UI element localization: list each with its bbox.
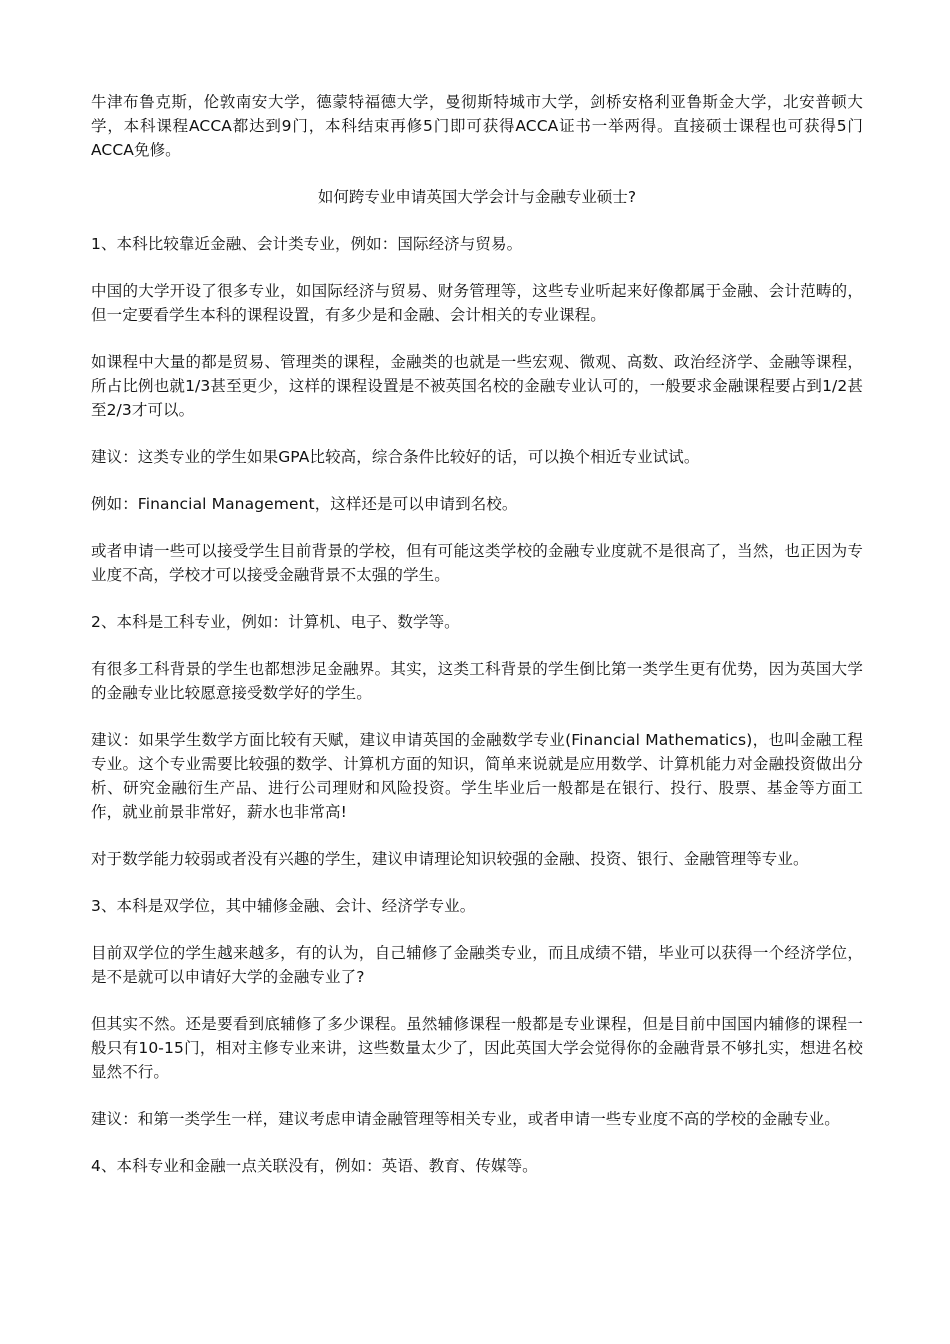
paragraph-12: 目前双学位的学生越来越多，有的认为，自己辅修了金融类专业，而且成绩不错，毕业可以获得一个经济学位，是不是就可以申请好大学的金融专业了? (91, 944, 863, 986)
paragraph-2: 中国的大学开设了很多专业，如国际经济与贸易、财务管理等，这些专业听起来好像都属于金融、会计范畴的，但一定要看学生本科的课程设置，有多少是和金融、会计相关的专业课程。 (91, 282, 863, 324)
paragraph-6: 或者申请一些可以接受学生目前背景的学校，但有可能这类学校的金融专业度就不是很高了，当然，也正因为专业度不高，学校才可以接受金融背景不太强的学生。 (91, 542, 863, 584)
paragraph-9: 建议：如果学生数学方面比较有天赋，建议申请英国的金融数学专业(Financial Mathematics)，也叫金融工程专业。这个专业需要比较强的数学、计算机方面的知识，简单来说就是应用数学、计算机能力对金融投资做出分析、研究金融衍生产品、进行公司理财和风险投资。学生毕业后一般都是在银行、投行、股票、基金等方面工作，就业前景非常好，薪水也非常高! (91, 731, 863, 821)
paragraph-14: 建议：和第一类学生一样，建议考虑申请金融管理等相关专业，或者申请一些专业度不高的学校的金融专业。 (91, 1110, 840, 1128)
paragraph-13: 但其实不然。还是要看到底辅修了多少课程。虽然辅修课程一般都是专业课程，但是目前中国国内辅修的课程一般只有10-15门，相对主修专业来讲，这些数量太少了，因此英国大学会觉得你的金融背景不够扎实，想进名校显然不行。 (91, 1015, 863, 1081)
section-heading: 如何跨专业申请英国大学会计与金融专业硕士? (317, 188, 637, 206)
paragraph-7: 2、本科是工科专业，例如：计算机、电子、数学等。 (91, 613, 460, 631)
intro-paragraph: 牛津布鲁克斯，伦敦南安大学，德蒙特福德大学，曼彻斯特城市大学，剑桥安格利亚鲁斯金大学，北安普顿大学，本科课程ACCA都达到9门，本科结束再修5门即可获得ACCA证书一举两得。直接硕士课程也可获得5门ACCA免修。 (91, 93, 863, 159)
document-page (91, 90, 863, 1201)
paragraph-11: 3、本科是双学位，其中辅修金融、会计、经济学专业。 (91, 897, 476, 915)
paragraph-3: 如课程中大量的都是贸易、管理类的课程，金融类的也就是一些宏观、微观、高数、政治经济学、金融等课程，所占比例也就1/3甚至更少，这样的课程设置是不被英国名校的金融专业认可的，一般要求金融课程要占到1/2甚至2/3才可以。 (91, 353, 863, 419)
paragraph-8: 有很多工科背景的学生也都想涉足金融界。其实，这类工科背景的学生倒比第一类学生更有优势，因为英国大学的金融专业比较愿意接受数学好的学生。 (91, 660, 863, 702)
paragraph-15: 4、本科专业和金融一点关联没有，例如：英语、教育、传媒等。 (91, 1157, 538, 1175)
paragraph-5: 例如：Financial Management，这样还是可以申请到名校。 (91, 495, 518, 513)
paragraph-4: 建议：这类专业的学生如果GPA比较高，综合条件比较好的话，可以换个相近专业试试。 (91, 448, 700, 466)
paragraph-1: 1、本科比较靠近金融、会计类专业，例如：国际经济与贸易。 (91, 235, 523, 253)
paragraph-10: 对于数学能力较弱或者没有兴趣的学生，建议申请理论知识较强的金融、投资、银行、金融管理等专业。 (91, 850, 809, 868)
